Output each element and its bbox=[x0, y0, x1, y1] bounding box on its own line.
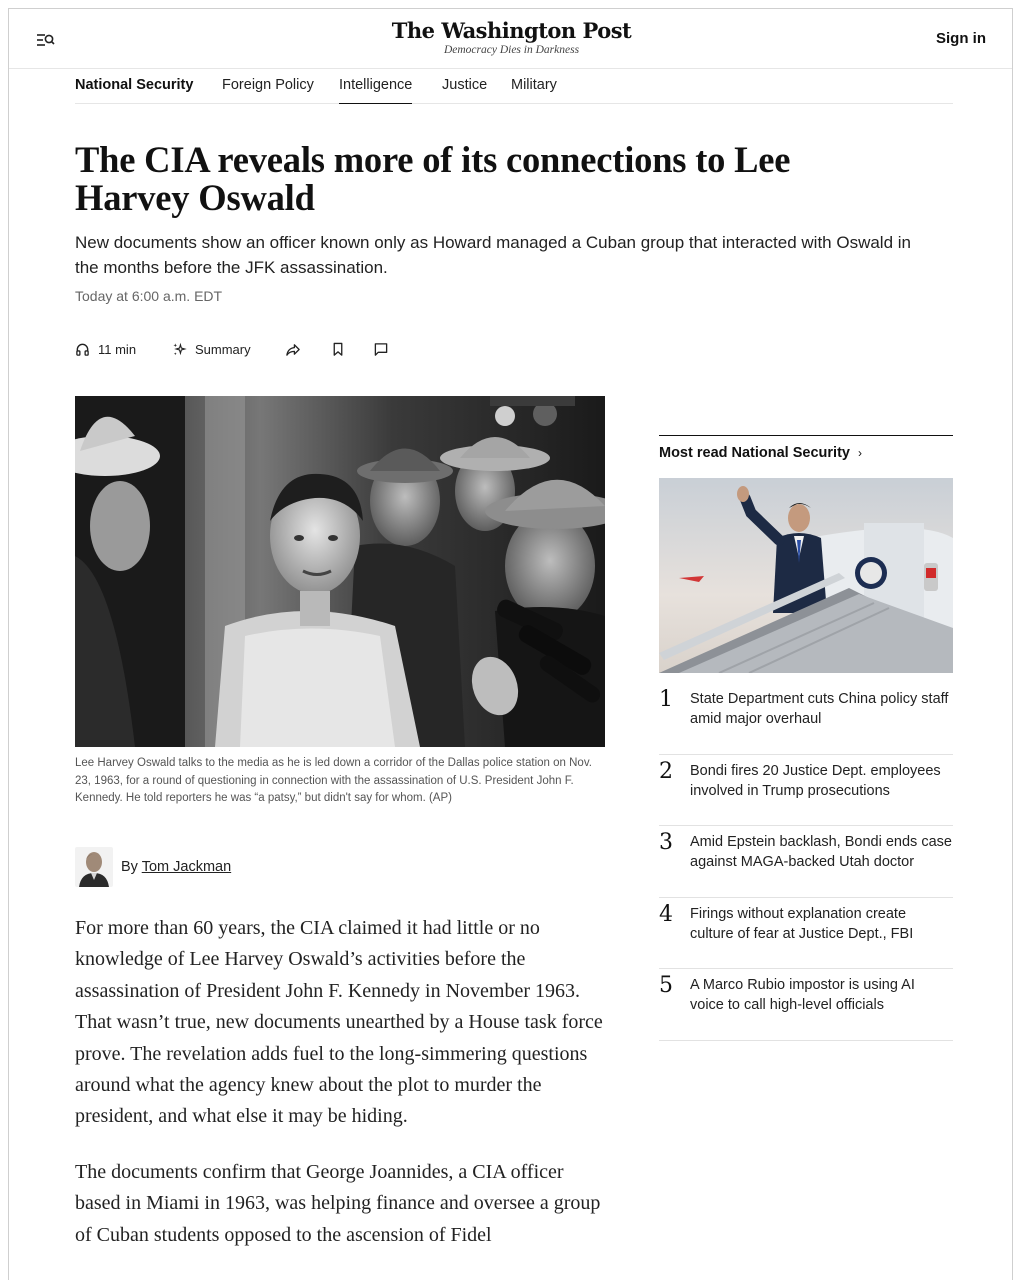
most-read-item[interactable] bbox=[659, 826, 953, 898]
author-link[interactable]: Tom Jackman bbox=[141, 859, 232, 875]
most-read-headline[interactable]: State Department cuts China policy staff amid major overhaul bbox=[690, 691, 949, 727]
section-subnav bbox=[75, 69, 953, 104]
article-headline: The CIA reveals more of its connections to Lee Harvey Oswald bbox=[75, 139, 791, 218]
subnav-national-security[interactable]: National Security bbox=[75, 77, 194, 93]
bookmark-icon bbox=[331, 342, 345, 357]
subnav-military[interactable]: Military bbox=[511, 77, 557, 93]
headphones-icon bbox=[75, 342, 90, 357]
article-timestamp: Today at 6:00 a.m. EDT bbox=[75, 288, 223, 304]
sparkle-icon bbox=[172, 342, 187, 357]
most-read-title-text: Most read National Security bbox=[659, 445, 850, 461]
summary-button[interactable] bbox=[172, 339, 251, 359]
most-read-rail bbox=[659, 435, 953, 1041]
most-read-item[interactable] bbox=[659, 898, 953, 970]
site-header bbox=[9, 9, 1013, 69]
comment-icon bbox=[373, 342, 389, 357]
rank-number: 5 bbox=[659, 973, 673, 998]
subnav-foreign-policy[interactable]: Foreign Policy bbox=[222, 77, 314, 93]
most-read-headline[interactable]: Firings without explanation create culture of fear at Justice Dept., FBI bbox=[690, 905, 914, 942]
body-paragraph: For more than 60 years, the CIA claimed it had little or no knowledge of Lee Harvey Oswald’s activities before the assassination of President John F. Kennedy in November 1963. That wasn’t true, new documents unearthed by a House task force prove. The revelation adds fuel to the long-simmering questions around what the agency knew about the plot to murder the president, and what else it may be hiding. bbox=[75, 917, 603, 1128]
byline bbox=[75, 847, 231, 887]
byline-text bbox=[121, 859, 231, 875]
bookmark-button[interactable] bbox=[331, 339, 345, 359]
byline-prefix: By bbox=[121, 859, 138, 875]
browser-frame bbox=[8, 8, 1013, 1280]
photo-caption: Lee Harvey Oswald talks to the media as he is led down a corridor of the Dallas police station on Nov. 23, 1963, for a round of questioning in connection with the assassination of U.S. President John F. Kennedy. He told reporters he was “a patsy,” but didn't say for whom. (AP) bbox=[75, 757, 592, 804]
share-icon bbox=[285, 342, 301, 357]
most-read-item[interactable] bbox=[659, 755, 953, 827]
rail-divider bbox=[659, 435, 953, 436]
sign-in-button[interactable]: Sign in bbox=[936, 30, 986, 47]
most-read-photo[interactable] bbox=[659, 478, 953, 673]
logo-name: The Washington Post bbox=[391, 18, 632, 43]
rank-number: 2 bbox=[659, 758, 673, 784]
lead-photo-oswald[interactable] bbox=[75, 396, 605, 747]
article-body bbox=[75, 913, 605, 1275]
rank-number: 4 bbox=[659, 901, 673, 927]
body-paragraph: The documents confirm that George Joannides, a CIA officer based in Miami in 1963, was helping finance and oversee a group of Cuban students opposed to the ascension of Fidel bbox=[75, 1160, 601, 1246]
most-read-item[interactable] bbox=[659, 969, 953, 1041]
article-dek: New documents show an officer known only as Howard managed a Cuban group that interacted with Oswald in the months before the JFK assassination. bbox=[75, 233, 911, 277]
summary-label: Summary bbox=[195, 341, 251, 357]
site-logo[interactable] bbox=[9, 18, 1013, 56]
chevron-right-icon: › bbox=[857, 446, 862, 460]
most-read-headline[interactable]: Bondi fires 20 Justice Dept. employees involved in Trump prosecutions bbox=[690, 762, 941, 799]
listen-button[interactable] bbox=[75, 339, 136, 359]
listen-duration: 11 min bbox=[98, 341, 137, 357]
logo-tagline: Democracy Dies in Darkness bbox=[443, 44, 580, 56]
author-avatar[interactable] bbox=[75, 847, 113, 887]
share-button[interactable] bbox=[285, 339, 301, 359]
subnav-intelligence[interactable]: Intelligence bbox=[339, 69, 412, 104]
comment-button[interactable] bbox=[373, 339, 389, 359]
rank-number: 3 bbox=[659, 830, 673, 855]
rank-number: 1 bbox=[659, 687, 673, 712]
most-read-title[interactable] bbox=[659, 445, 953, 461]
most-read-headline[interactable]: A Marco Rubio impostor is using AI voice to call high-level officials bbox=[690, 977, 915, 1013]
subnav-justice[interactable]: Justice bbox=[442, 77, 488, 93]
most-read-item[interactable] bbox=[659, 683, 953, 755]
most-read-list bbox=[659, 683, 953, 1041]
most-read-headline[interactable]: Amid Epstein backlash, Bondi ends case against MAGA-backed Utah doctor bbox=[690, 834, 952, 870]
